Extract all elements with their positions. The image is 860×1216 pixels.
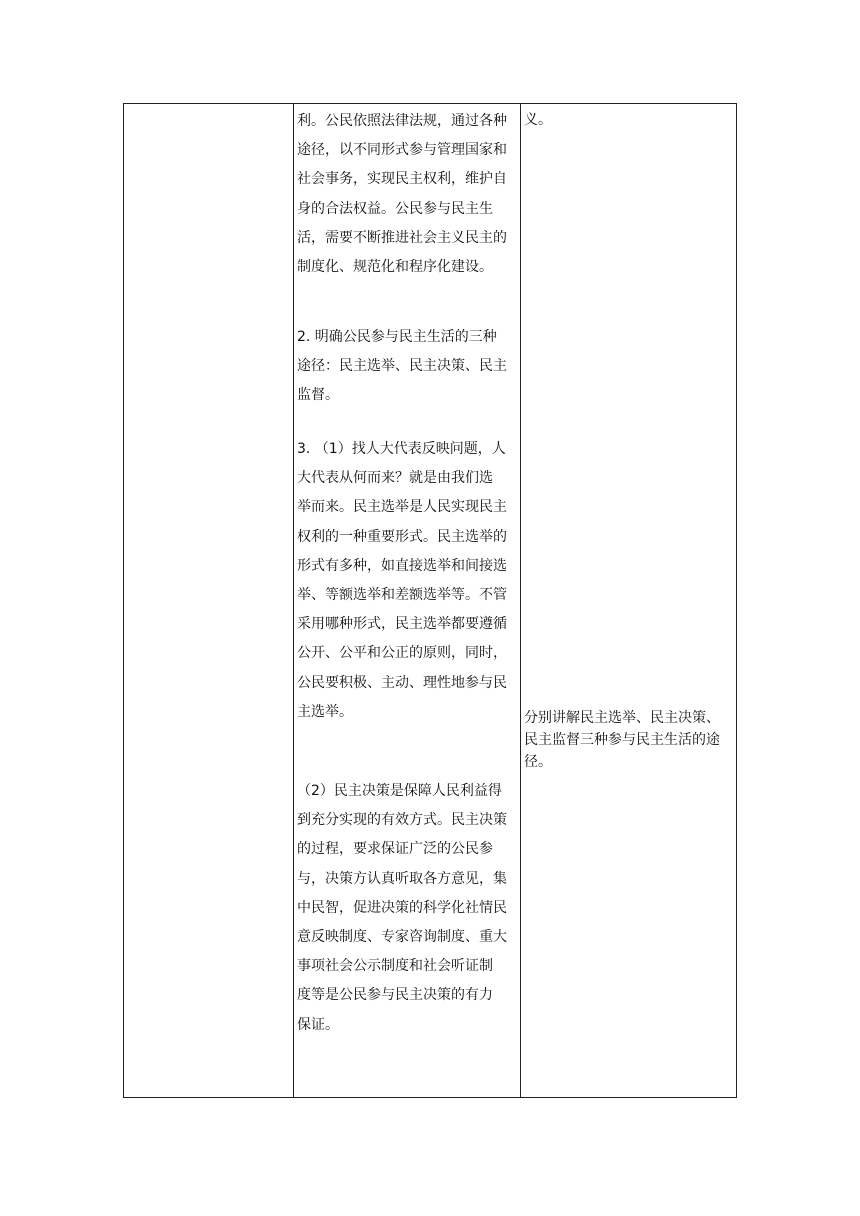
- left-column-cell: [124, 104, 294, 1097]
- text-line: 权利的一种重要形式。民主选举的: [297, 528, 507, 545]
- text-line: 身的合法权益。公民参与民主生: [297, 200, 493, 217]
- text-line: （2）民主决策是保障人民利益得: [297, 783, 502, 799]
- text-line: 制度化、规范化和程序化建设。: [297, 258, 493, 275]
- text-line: 社会事务，实现民主权利，维护自: [297, 171, 507, 188]
- middle-column-cell: [294, 104, 521, 1097]
- text-line: 公开、公平和公正的原则，同时，: [297, 645, 507, 662]
- text-line: 公民要积极、主动、理性地参与民: [297, 674, 507, 691]
- text-line: 的过程，要求保证广泛的公民参: [297, 841, 493, 858]
- text-line: 主选举。: [297, 703, 353, 720]
- text-line: 径。: [524, 754, 552, 770]
- paragraph-teaching-note: [524, 707, 720, 773]
- text-line: 2. 明确公民参与民主生活的三种: [297, 329, 497, 345]
- lesson-plan-table: [123, 103, 737, 1098]
- text-line: 3. （1）找人大代表反映问题，人: [297, 441, 506, 457]
- text-line: 与，决策方认真听取各方意见，集: [297, 870, 507, 887]
- text-line: 形式有多种，如直接选举和间接选: [297, 557, 507, 574]
- text-line: 途径：民主选举、民主决策、民主: [297, 358, 507, 375]
- text-line: 途径，以不同形式参与管理国家和: [297, 142, 507, 159]
- text-line: 保证。: [297, 1016, 339, 1033]
- paragraph-three-ways: [297, 323, 507, 411]
- text-line: 事项社会公示制度和社会听证制: [297, 958, 493, 975]
- text-line: 度等是公民参与民主决策的有力: [297, 987, 493, 1004]
- text-line: 利。公民依照法律法规，通过各种: [297, 113, 507, 129]
- text-line: 民主监督三种参与民主生活的途: [524, 732, 720, 748]
- paragraph-democratic-decision: [297, 777, 507, 1040]
- text-line: 大代表从何而来？就是由我们选: [297, 470, 493, 487]
- text-line: 监督。: [297, 387, 339, 404]
- text-line: 采用哪种形式，民主选举都要遵循: [297, 616, 507, 633]
- text-line: 分别讲解民主选举、民主决策、: [524, 710, 720, 726]
- paragraph-citizen-participation: [297, 107, 507, 282]
- text-line: 举、等额选举和差额选举等。不管: [297, 586, 507, 603]
- right-column-cell: [521, 104, 736, 1097]
- text-line: 活，需要不断推进社会主义民主的: [297, 229, 507, 246]
- text-line: 意反映制度、专家咨询制度、重大: [297, 928, 507, 945]
- text-line: 中民智，促进决策的科学化社情民: [297, 899, 507, 916]
- paragraph-meaning-end: [524, 109, 552, 131]
- text-line: 义。: [524, 112, 552, 128]
- text-line: 到充分实现的有效方式。民主决策: [297, 812, 507, 829]
- text-line: 举而来。民主选举是人民实现民主: [297, 499, 507, 516]
- paragraph-democratic-election: [297, 435, 507, 727]
